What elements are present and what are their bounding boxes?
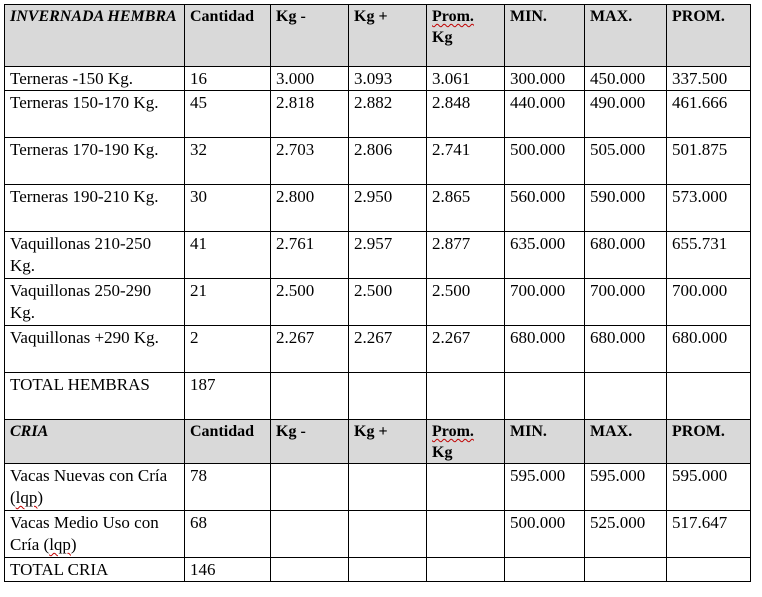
cantidad-cell: 45 [185, 91, 271, 138]
cantidad-cell: 32 [185, 138, 271, 185]
prom-cell: 573.000 [667, 185, 751, 232]
max-cell: 450.000 [585, 67, 667, 91]
col-kg-max: Kg + [349, 5, 427, 67]
col-kg-min: Kg - [271, 5, 349, 67]
cantidad-cell: 16 [185, 67, 271, 91]
category-close: ) [70, 535, 77, 554]
kg-min-cell: 2.500 [271, 279, 349, 326]
livestock-price-table [4, 4, 751, 582]
table-row [5, 511, 751, 558]
category-cell: Vaquillonas +290 Kg. [5, 326, 185, 373]
prom-cell: 517.647 [667, 511, 751, 558]
kg-min-cell: 2.800 [271, 185, 349, 232]
table-row [5, 279, 751, 326]
col-kg-max: Kg + [349, 420, 427, 464]
category-cell [5, 464, 185, 511]
table-row [5, 464, 751, 511]
cantidad-cell: 41 [185, 232, 271, 279]
min-cell: 595.000 [505, 464, 585, 511]
total-row-cria [5, 558, 751, 582]
col-prom: PROM. [667, 420, 751, 464]
col-cantidad: Cantidad [185, 5, 271, 67]
col-min: MIN. [505, 5, 585, 67]
cantidad-cell: 30 [185, 185, 271, 232]
col-prom-kg-a: Prom. [432, 423, 474, 440]
prom-kg-cell: 3.061 [427, 67, 505, 91]
min-cell: 635.000 [505, 232, 585, 279]
col-min: MIN. [505, 420, 585, 464]
min-cell: 700.000 [505, 279, 585, 326]
kg-max-cell: 2.267 [349, 326, 427, 373]
prom-cell: 501.875 [667, 138, 751, 185]
total-row-hembras [5, 373, 751, 420]
col-prom-kg [427, 420, 505, 464]
min-cell: 560.000 [505, 185, 585, 232]
kg-max-cell: 3.093 [349, 67, 427, 91]
col-prom-kg [427, 5, 505, 67]
category-close: ) [37, 488, 44, 507]
kg-max-cell: 2.957 [349, 232, 427, 279]
prom-kg-cell: 2.500 [427, 279, 505, 326]
header-row-cria [5, 420, 751, 464]
max-cell: 590.000 [585, 185, 667, 232]
total-label: TOTAL HEMBRAS [5, 373, 185, 420]
col-max: MAX. [585, 420, 667, 464]
kg-min-cell: 2.703 [271, 138, 349, 185]
max-cell: 680.000 [585, 232, 667, 279]
table-row [5, 185, 751, 232]
min-cell: 500.000 [505, 138, 585, 185]
min-cell: 680.000 [505, 326, 585, 373]
prom-kg-cell: 2.877 [427, 232, 505, 279]
category-cell [5, 511, 185, 558]
col-kg-min: Kg - [271, 420, 349, 464]
prom-cell: 680.000 [667, 326, 751, 373]
category-cell: Terneras 170-190 Kg. [5, 138, 185, 185]
category-cell: Terneras 150-170 Kg. [5, 91, 185, 138]
cantidad-cell: 2 [185, 326, 271, 373]
kg-max-cell: 2.500 [349, 279, 427, 326]
max-cell: 525.000 [585, 511, 667, 558]
prom-kg-cell: 2.741 [427, 138, 505, 185]
prom-kg-cell: 2.848 [427, 91, 505, 138]
prom-cell: 337.500 [667, 67, 751, 91]
prom-cell: 461.666 [667, 91, 751, 138]
table-row [5, 91, 751, 138]
category-cell: Terneras -150 Kg. [5, 67, 185, 91]
total-label: TOTAL CRIA [5, 558, 185, 582]
category-abbrev: lqp [49, 535, 71, 554]
col-prom-kg-b: Kg [432, 29, 453, 46]
category-abbrev: lqp [15, 488, 38, 507]
cantidad-cell: 68 [185, 511, 271, 558]
max-cell: 490.000 [585, 91, 667, 138]
cantidad-cell: 78 [185, 464, 271, 511]
table-row [5, 67, 751, 91]
kg-max-cell: 2.882 [349, 91, 427, 138]
table-row [5, 326, 751, 373]
total-cantidad: 146 [185, 558, 271, 582]
total-cantidad: 187 [185, 373, 271, 420]
section-title-cria: CRIA [5, 420, 185, 464]
kg-min-cell: 3.000 [271, 67, 349, 91]
section-title-invernada: INVERNADA HEMBRA [5, 5, 185, 67]
header-row-invernada [5, 5, 751, 67]
prom-cell: 700.000 [667, 279, 751, 326]
table-row [5, 232, 751, 279]
col-cantidad: Cantidad [185, 420, 271, 464]
col-max: MAX. [585, 5, 667, 67]
max-cell: 700.000 [585, 279, 667, 326]
kg-max-cell: 2.950 [349, 185, 427, 232]
max-cell: 680.000 [585, 326, 667, 373]
min-cell: 300.000 [505, 67, 585, 91]
category-cell: Vaquillonas 210-250 Kg. [5, 232, 185, 279]
prom-cell: 595.000 [667, 464, 751, 511]
category-cell: Vaquillonas 250-290 Kg. [5, 279, 185, 326]
max-cell: 505.000 [585, 138, 667, 185]
category-text: Vacas Nuevas con Cría ( [10, 466, 168, 507]
min-cell: 440.000 [505, 91, 585, 138]
min-cell: 500.000 [505, 511, 585, 558]
kg-min-cell: 2.267 [271, 326, 349, 373]
cantidad-cell: 21 [185, 279, 271, 326]
max-cell: 595.000 [585, 464, 667, 511]
kg-min-cell: 2.761 [271, 232, 349, 279]
category-text: Vacas Medio Uso con Cría ( [10, 513, 159, 554]
kg-max-cell: 2.806 [349, 138, 427, 185]
col-prom: PROM. [667, 5, 751, 67]
kg-min-cell: 2.818 [271, 91, 349, 138]
prom-kg-cell: 2.267 [427, 326, 505, 373]
category-cell: Terneras 190-210 Kg. [5, 185, 185, 232]
prom-cell: 655.731 [667, 232, 751, 279]
prom-kg-cell: 2.865 [427, 185, 505, 232]
col-prom-kg-a: Prom. [432, 8, 474, 25]
table-row [5, 138, 751, 185]
col-prom-kg-b: Kg [432, 444, 453, 461]
